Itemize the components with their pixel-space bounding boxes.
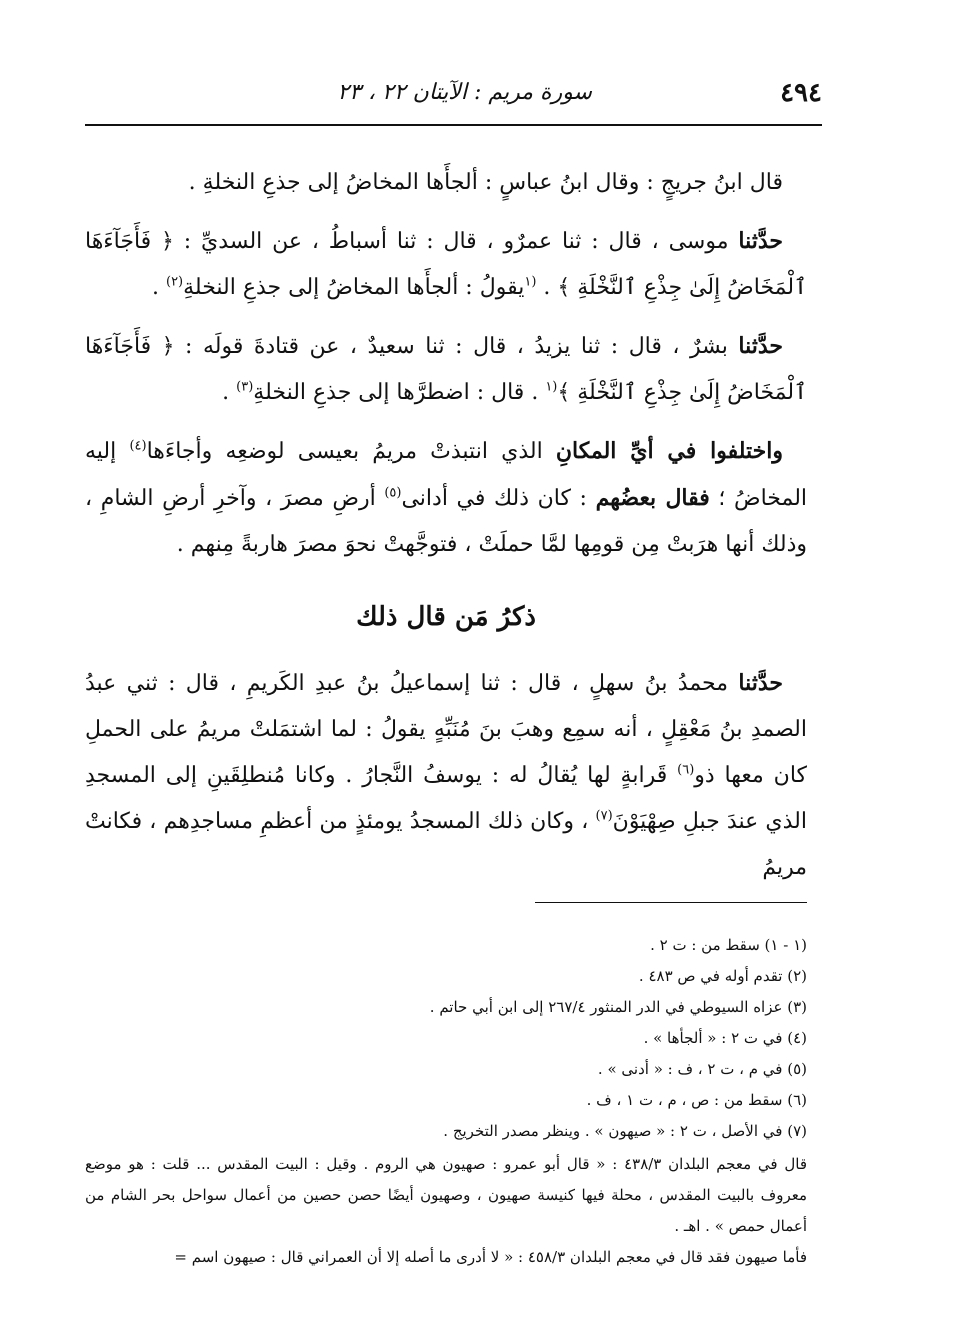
header-rule	[85, 124, 822, 126]
main-text	[85, 160, 807, 903]
footnote-7-continuation-2: فأما صيهون فقد قال في معجم البلدان ٤٥٨/٣ : « لا أدرى ما أصله إلا أن العمراني قال : صيهون اسم =	[174, 1248, 807, 1266]
footnote-rule	[535, 902, 807, 903]
footnote-ref: (١	[545, 379, 558, 395]
footnote-6: (٦) سقط من : ص ، م ، ت ١ ، ف .	[586, 1091, 807, 1109]
page-header	[85, 78, 822, 118]
footnote-2: (٢) تقدم أوله في ص ٤٨٣ .	[638, 967, 807, 985]
quran-quote: ﴿ فَأَجَآءَهَا ٱلْمَخَاضُ إِلَىٰ جِذْعِ ٱلنَّخْلَةِ ﴾	[85, 229, 807, 300]
footnote-ref: (٤)	[129, 438, 147, 454]
footnote-7-continuation: قال في معجم البلدان ٤٣٨/٣ : « قال أبو عمرو : صهيون هي الروم . وقيل : البيت المقدس ... قلت : هو موضع معروف بالبيت المقدس ، محلة فيها كنيسة صهيون ، وصهيون أيضًا حصن حصين من أعمال سواحل بحر الشام من أعمال حمص » . اهـ .	[85, 1155, 808, 1235]
footnote-ref: (١	[524, 274, 537, 290]
footnote-7: (٧) في الأصل ، ت ٢ : « صيهون » . وينظر مصدر التخريج .	[443, 1122, 807, 1140]
hadith-lead: حدَّثنا	[738, 228, 783, 254]
paragraph-2: حدَّثنا موسى ، قال : ثنا عمرٌو ، قال : ثنا أسباطُ ، عن السديِّ : ﴿ فَأَجَآءَهَا ٱلْمَخَاضُ إِلَىٰ جِذْعِ ٱلنَّخْلَةِ ﴾ . $^{(١}$يقولُ : ألجأَها المخاضُ إلى جذعِ النخلةِ$^{(٢)}$ .	[85, 228, 807, 300]
paragraph-4: واختلفوا في أيِّ المكانِ الذي انتبذتْ مريمُ بعيسى لوضعِه وأجاءَها$^{(٤)}$ إليه المخاضُ ؛ فقال بعضُهم : كان ذلك في أدانى$^{(٥)}$ أرضِ مصرَ ، وآخرِ أرضِ الشامِ ، وذلك أنها هرَبتْ مِن قومِها لمَّا حملَتْ ، فتوجَّهتْ نحوَ مصرَ هاربةً مِنهم .	[85, 438, 808, 557]
section-heading: ذكرُ مَن قال ذلك	[356, 602, 536, 632]
paragraph-5: حدَّثنا محمدُ بنُ سهلٍ ، قال : ثنا إسماعيلُ بنُ عبدِ الكَريمِ ، قال : ثني عبدُ الصمدِ بنُ مَعْقِلٍ ، أنه سمِع وهبَ بنَ مُنَبِّهٍ يقولُ : لما اشتمَلتْ مريمُ على الحملِ كان معها ذو$^{(٦)}$ قَرابةٍ لها يُقالُ له : يوسفُ النَّجارُ . وكانا مُنطلِقَينِ إلى المسجدِ الذي عندَ جبلِ صِهْيَوْنَ$^{(٧)}$ ، وكان ذلك المسجدُ يومئذٍ من أعظمِ مساجدِهم ، فكانتْ مريمُ	[85, 670, 807, 880]
quran-quote: ﴿ فَأَجَآءَهَا ٱلْمَخَاضُ إِلَىٰ جِذْعِ ٱلنَّخْلَةِ ﴾	[85, 334, 807, 405]
paragraph-3: حدَّثنا بشرٌ ، قال : ثنا يزيدُ ، قال : ثنا سعيدٌ ، عن قتادةَ قولَه : ﴿ فَأَجَآءَهَا ٱلْمَخَاضُ إِلَىٰ جِذْعِ ٱلنَّخْلَةِ ﴾$^{(١}$ . قال : اضطرَّها إلى جذعِ النخلةِ$^{(٣)}$ .	[85, 333, 807, 405]
footnote-ref: (٦)	[677, 762, 695, 778]
footnotes	[85, 930, 807, 1273]
paragraph-1: قال ابنُ جريجٍ : وقال ابنُ عباسٍ : ألجأَها المخاضُ إلى جذعِ النخلةِ .	[188, 170, 783, 195]
footnote-ref: (٢)	[165, 274, 184, 290]
opinion-lead: فقال بعضُهم	[595, 485, 710, 511]
footnote-3: (٣) عزاه السيوطي في الدر المنثور ٢٦٧/٤ إلى ابن أبي حاتم .	[429, 998, 807, 1016]
footnote-5: (٥) في م ، ت ٢ ، ف : « أدنى » .	[597, 1060, 807, 1078]
page-number: ٤٩٤	[780, 78, 822, 108]
footnote-1: (١ - ١) سقط من : ت ٢ .	[650, 936, 807, 954]
hadith-lead: حدَّثنا	[738, 333, 783, 359]
hadith-lead: حدَّثنا	[738, 670, 783, 696]
section-lead: واختلفوا في أيِّ المكانِ	[555, 438, 783, 464]
footnote-4: (٤) في ت ٢ : « ألجأها » .	[643, 1029, 807, 1047]
running-title: سورة مريم : الآيتان ٢٢ ، ٢٣	[337, 80, 592, 105]
footnote-ref: (٥)	[384, 485, 402, 501]
footnote-ref: (٣)	[236, 379, 254, 395]
footnote-ref: (٧)	[595, 808, 613, 824]
